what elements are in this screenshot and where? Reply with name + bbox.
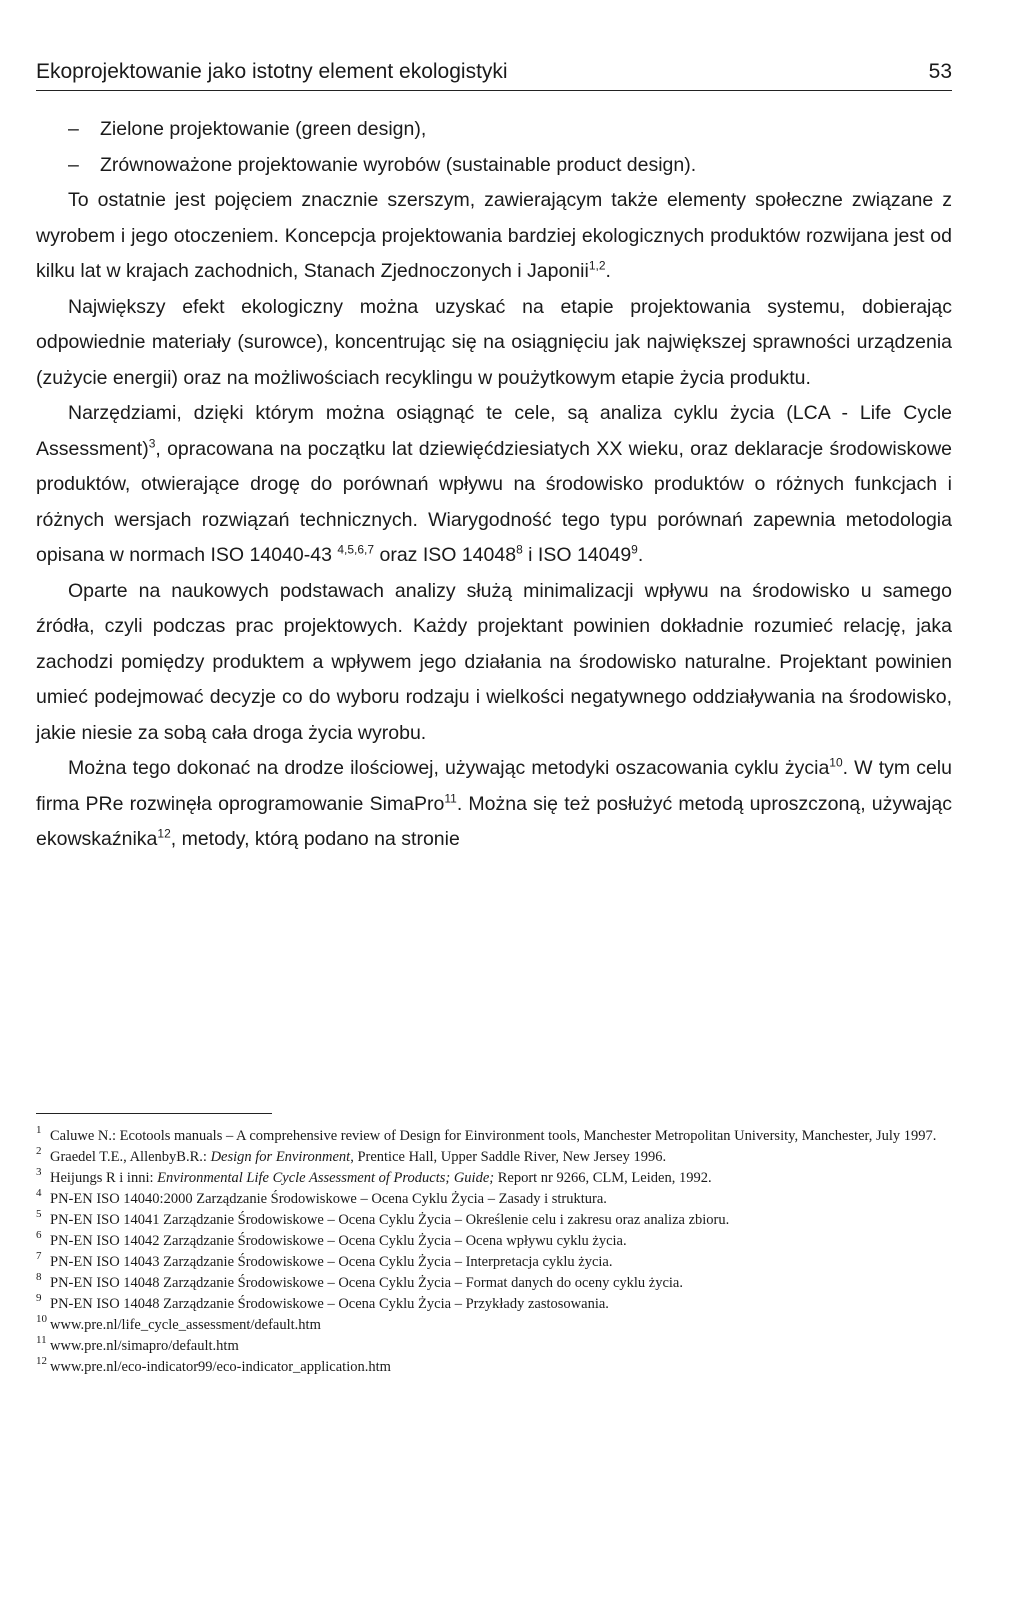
paragraph-1 (36, 183, 952, 290)
text-run: Narzędziami, dzięki którym można osiągnąć te cele, są analiza cyklu życia (LCA - Life Cycle Assessment) (36, 402, 952, 460)
footnote-number: 6 (36, 1229, 42, 1241)
footnote-ref: 10 (829, 755, 843, 770)
footnote-text: Heijungs R i inni: (50, 1170, 158, 1186)
footnote-ref: 11 (444, 791, 457, 805)
footnote-text: PN-EN ISO 14040:2000 Zarządzanie Środowiskowe – Ocena Cyklu Życia – Zasady i struktura. (50, 1191, 607, 1207)
footnote-ref: 1,2 (588, 258, 606, 273)
text-run: . (637, 544, 644, 566)
footnote (36, 1210, 952, 1231)
footnote-text: Report nr 9266, CLM, Leiden, 1992. (494, 1170, 712, 1186)
paragraph-5 (36, 751, 952, 858)
footnote-text: PN-EN ISO 14048 Zarządzanie Środowiskowe – Ocena Cyklu Życia – Format danych do oceny cyklu życia. (50, 1275, 683, 1291)
footnote-text: PN-EN ISO 14041 Zarządzanie Środowiskowe – Ocena Cyklu Życia – Określenie celu i zakresu oraz analiza zbioru. (50, 1212, 730, 1228)
footnote-ref: 8 (516, 542, 523, 557)
paragraph-4: Oparte na naukowych podstawach analizy służą minimalizacji wpływu na środowisko u samego źródła, czyli podczas prac projektowych. Każdy projektant powinien dokładnie rozumieć relację, jaka zachodzi pomiędzy produktem a wpływem jego działania na środowisko naturalne. Projektant powinien umieć podejmować decyzje co do wyboru rodzaju i wielkości negatywnego oddziaływania na środowisko, jakie niesie za sobą cała droga życia wyrobu. (36, 579, 952, 744)
footnote-link: www.pre.nl/life_cycle_assessment/default.htm (50, 1317, 321, 1333)
footnote-title: Environmental Life Cycle Assessment of Products; Guide; (157, 1170, 495, 1186)
text-run: i ISO 14049 (522, 544, 632, 566)
footnote (36, 1357, 952, 1378)
footnote-text: Graedel T.E., AllenbyB.R.: (50, 1149, 211, 1165)
footnote-number: 12 (36, 1355, 47, 1367)
list-dash: – (68, 118, 79, 140)
footnote-number: 3 (36, 1166, 42, 1178)
list-item (36, 148, 952, 184)
footnote-number: 7 (36, 1250, 42, 1262)
footnote (36, 1189, 952, 1210)
footnote-number: 1 (36, 1124, 42, 1136)
footnote (36, 1315, 952, 1336)
footnote-ref: 4,5,6,7 (337, 542, 375, 557)
list-item-text: Zrównoważone projektowanie wyrobów (sustainable product design). (100, 153, 697, 176)
footnote (36, 1273, 952, 1294)
footnotes (36, 1126, 952, 1378)
footnote-ref: 9 (631, 542, 638, 557)
text-run: . (605, 260, 611, 282)
footnote-text: PN-EN ISO 14043 Zarządzanie Środowiskowe – Ocena Cyklu Życia – Interpretacja cyklu życia. (50, 1254, 613, 1270)
text-run: Można tego dokonać na drodze ilościowej, używając metodyki oszacowania cyklu życia (68, 757, 830, 779)
list-item (36, 112, 952, 148)
footnote-number: 4 (36, 1187, 42, 1199)
footnote-title: Design for Environment (210, 1149, 351, 1165)
page-number: 53 (928, 60, 952, 83)
body-text (36, 112, 952, 858)
footnote-ref: 3 (148, 436, 156, 450)
footnote-link: www.pre.nl/eco-indicator99/eco-indicator_application.htm (50, 1359, 391, 1375)
footnote-number: 9 (36, 1292, 42, 1304)
text-run: , opracowana na początku lat dziewięćdziesiatych XX wieku, oraz deklaracje środowiskowe produktów, otwierające drogę do porównań wpływu na środowisko produktów o różnych funkcjach i różnych wersjach rozwiązań technicznych. Wiarygodność tego typu porównań zapewnia metodologia opisana w normach ISO 14040-43 (36, 437, 952, 566)
footnote (36, 1168, 952, 1189)
footnote (36, 1294, 952, 1315)
text-run: To ostatnie jest pojęciem znacznie szerszym, zawierającym także elementy społeczne związane z wyrobem i jego otoczeniem. Koncepcja projektowania bardziej ekologicznych produktów rozwijana jest od kilku lat w krajach zachodnich, Stanach Zjednoczonych i Japonii (36, 189, 952, 282)
footnote (36, 1126, 952, 1147)
footnote-number: 10 (36, 1313, 47, 1325)
footnote-number: 8 (36, 1271, 42, 1283)
text-run: oraz ISO 14048 (374, 544, 517, 566)
text-run: . Można się też posłużyć metodą uproszczoną, używając ekowskaźnika (36, 792, 952, 850)
text-run: . W tym celu firma PRe rozwinęła oprogramowanie SimaPro (36, 757, 952, 815)
footnote (36, 1336, 952, 1357)
footnote-text: Caluwe N.: Ecotools manuals – A comprehensive review of Design for Einvironment tools, Manchester Metropolitan University, Manchester, July 1997. (50, 1128, 937, 1144)
paragraph-3 (36, 396, 952, 574)
header-title: Ekoprojektowanie jako istotny element ekologistyki (36, 60, 508, 83)
footnote-text: PN-EN ISO 14042 Zarządzanie Środowiskowe – Ocena Cyklu Życia – Ocena wpływu cyklu życia. (50, 1233, 627, 1249)
footnote-link: www.pre.nl/simapro/default.htm (50, 1338, 239, 1354)
footnote-ref: 12 (157, 826, 171, 841)
text-run: , metody, którą podano na stronie (170, 828, 460, 850)
footnote-number: 5 (36, 1208, 42, 1220)
list-item-text: Zielone projektowanie (green design), (100, 118, 427, 140)
running-header (36, 56, 952, 91)
paragraph-2: Największy efekt ekologiczny można uzyskać na etapie projektowania systemu, dobierając odpowiednie materiały (surowce), koncentrując się na osiągnięciu jak największej sprawności urządzenia (zużycie energii) oraz na możliwościach recyklingu w poużytkowym etapie życia produktu. (36, 295, 952, 389)
footnote-number: 2 (36, 1145, 42, 1157)
footnote-text: PN-EN ISO 14048 Zarządzanie Środowiskowe – Ocena Cyklu Życia – Przykłady zastosowania. (50, 1296, 609, 1312)
footnote (36, 1231, 952, 1252)
footnote-divider (36, 1113, 272, 1114)
list-dash: – (68, 153, 79, 176)
footnote (36, 1252, 952, 1273)
footnote-text: , Prentice Hall, Upper Saddle River, New Jersey 1996. (350, 1149, 667, 1165)
footnote (36, 1147, 952, 1168)
footnote-number: 11 (36, 1334, 47, 1346)
